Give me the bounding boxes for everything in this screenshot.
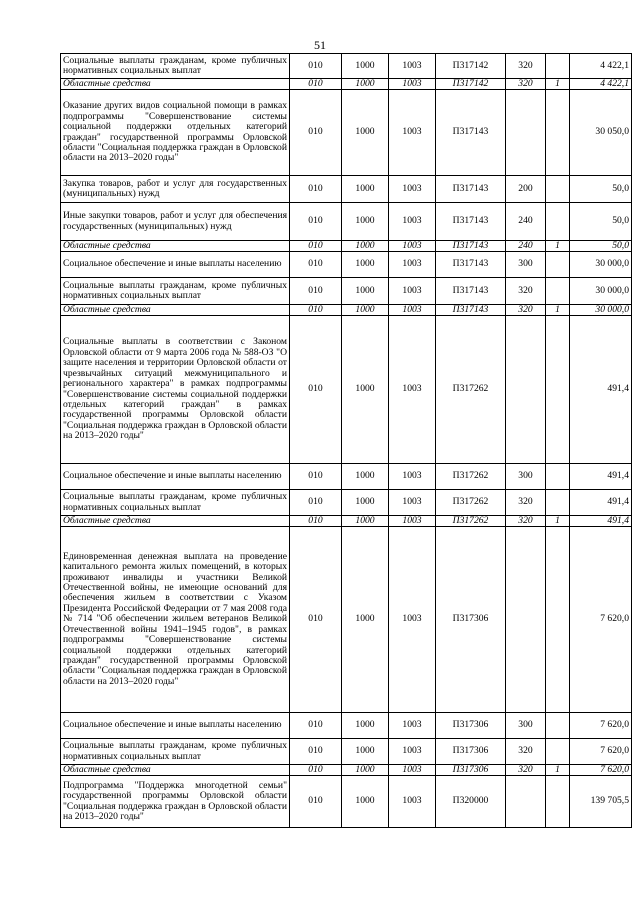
amount: 30 050,0 xyxy=(570,90,632,176)
subsection-code: 1003 xyxy=(389,765,436,776)
expense-type-code: 320 xyxy=(506,739,546,765)
amount: 139 705,5 xyxy=(570,776,632,828)
ministry-code: 010 xyxy=(290,464,342,490)
table-row xyxy=(61,776,632,828)
row-name: Оказание других видов социальной помощи в рамках подпрограммы "Совершенствование системы социальной поддержки отдельных категорий граждан" государственной программы Орловской области "Социальная поддержка граждан в Орловской области на 2013–2020 годы" xyxy=(61,90,290,176)
funding-source-code xyxy=(546,278,570,305)
row-name: Социальные выплаты гражданам, кроме публичных нормативных социальных выплат xyxy=(61,54,290,79)
subsection-code: 1003 xyxy=(389,241,436,252)
amount: 7 620,0 xyxy=(570,739,632,765)
row-name: Областные средства xyxy=(61,241,290,252)
section-code: 1000 xyxy=(342,464,389,490)
target-article-code: П317262 xyxy=(436,464,506,490)
row-name: Социальные выплаты в соответствии с Законом Орловской области от 9 марта 2006 года № 588-ОЗ "О защите населения и территории Орловской области от чрезвычайных ситуаций межмуниципального и регионального характера" в рамках подпрограммы "Совершенствование системы социальной поддержки отдельных категорий граждан" в рамках государственной программы Орловской области "Социальная поддержка граждан в Орловской области на 2013–2020 годы" xyxy=(61,316,290,464)
funding-source-code xyxy=(546,713,570,739)
amount: 7 620,0 xyxy=(570,765,632,776)
target-article-code: П317143 xyxy=(436,90,506,176)
section-code: 1000 xyxy=(342,176,389,203)
target-article-code: П317142 xyxy=(436,54,506,79)
row-name: Областные средства xyxy=(61,305,290,316)
ministry-code: 010 xyxy=(290,241,342,252)
row-name: Социальное обеспечение и иные выплаты населению xyxy=(61,464,290,490)
budget-table xyxy=(60,53,632,828)
expense-type-code: 240 xyxy=(506,241,546,252)
expense-type-code: 320 xyxy=(506,278,546,305)
subsection-code: 1003 xyxy=(389,516,436,527)
ministry-code: 010 xyxy=(290,490,342,516)
section-code: 1000 xyxy=(342,79,389,90)
amount: 491,4 xyxy=(570,316,632,464)
expense-type-code: 300 xyxy=(506,713,546,739)
expense-type-code: 300 xyxy=(506,464,546,490)
row-name: Областные средства xyxy=(61,765,290,776)
ministry-code: 010 xyxy=(290,316,342,464)
ministry-code: 010 xyxy=(290,305,342,316)
subsection-code: 1003 xyxy=(389,176,436,203)
amount: 4 422,1 xyxy=(570,79,632,90)
subsection-code: 1003 xyxy=(389,54,436,79)
subsection-code: 1003 xyxy=(389,90,436,176)
amount: 491,4 xyxy=(570,516,632,527)
amount: 491,4 xyxy=(570,490,632,516)
funding-source-code xyxy=(546,527,570,713)
row-name: Областные средства xyxy=(61,516,290,527)
section-code: 1000 xyxy=(342,713,389,739)
funding-source-code: 1 xyxy=(546,79,570,90)
section-code: 1000 xyxy=(342,765,389,776)
subsection-code: 1003 xyxy=(389,713,436,739)
section-code: 1000 xyxy=(342,252,389,278)
amount: 30 000,0 xyxy=(570,278,632,305)
funding-source-code xyxy=(546,490,570,516)
amount: 30 000,0 xyxy=(570,305,632,316)
funding-source-code xyxy=(546,203,570,241)
target-article-code: П317262 xyxy=(436,516,506,527)
amount: 491,4 xyxy=(570,464,632,490)
target-article-code: П317306 xyxy=(436,739,506,765)
amount: 50,0 xyxy=(570,203,632,241)
target-article-code: П317306 xyxy=(436,713,506,739)
subsection-code: 1003 xyxy=(389,527,436,713)
subsection-code: 1003 xyxy=(389,79,436,90)
ministry-code: 010 xyxy=(290,713,342,739)
funding-source-row xyxy=(61,765,632,776)
target-article-code: П317142 xyxy=(436,79,506,90)
ministry-code: 010 xyxy=(290,176,342,203)
funding-source-code xyxy=(546,252,570,278)
target-article-code: П317143 xyxy=(436,203,506,241)
table-row xyxy=(61,252,632,278)
target-article-code: П317143 xyxy=(436,241,506,252)
subsection-code: 1003 xyxy=(389,776,436,828)
expense-type-code xyxy=(506,90,546,176)
expense-type-code: 320 xyxy=(506,765,546,776)
table-row xyxy=(61,316,632,464)
section-code: 1000 xyxy=(342,278,389,305)
table-row xyxy=(61,90,632,176)
amount: 4 422,1 xyxy=(570,54,632,79)
subsection-code: 1003 xyxy=(389,316,436,464)
ministry-code: 010 xyxy=(290,776,342,828)
row-name: Социальные выплаты гражданам, кроме публичных нормативных социальных выплат xyxy=(61,490,290,516)
expense-type-code: 300 xyxy=(506,252,546,278)
funding-source-code xyxy=(546,464,570,490)
funding-source-row xyxy=(61,516,632,527)
target-article-code: П317262 xyxy=(436,316,506,464)
expense-type-code: 240 xyxy=(506,203,546,241)
target-article-code: П317143 xyxy=(436,252,506,278)
amount: 7 620,0 xyxy=(570,713,632,739)
ministry-code: 010 xyxy=(290,765,342,776)
funding-source-code xyxy=(546,739,570,765)
amount: 30 000,0 xyxy=(570,252,632,278)
target-article-code: П317143 xyxy=(436,278,506,305)
amount: 50,0 xyxy=(570,241,632,252)
expense-type-code xyxy=(506,316,546,464)
expense-type-code: 320 xyxy=(506,54,546,79)
expense-type-code: 200 xyxy=(506,176,546,203)
amount: 50,0 xyxy=(570,176,632,203)
subsection-code: 1003 xyxy=(389,305,436,316)
section-code: 1000 xyxy=(342,527,389,713)
section-code: 1000 xyxy=(342,516,389,527)
section-code: 1000 xyxy=(342,203,389,241)
funding-source-code xyxy=(546,776,570,828)
section-code: 1000 xyxy=(342,316,389,464)
expense-type-code: 320 xyxy=(506,516,546,527)
ministry-code: 010 xyxy=(290,79,342,90)
subsection-code: 1003 xyxy=(389,203,436,241)
funding-source-code: 1 xyxy=(546,305,570,316)
table-row xyxy=(61,490,632,516)
ministry-code: 010 xyxy=(290,739,342,765)
page-number: 51 xyxy=(314,38,326,52)
funding-source-code xyxy=(546,54,570,79)
expense-type-code xyxy=(506,527,546,713)
subsection-code: 1003 xyxy=(389,464,436,490)
table-body xyxy=(61,54,632,828)
row-name: Областные средства xyxy=(61,79,290,90)
funding-source-code: 1 xyxy=(546,516,570,527)
ministry-code: 010 xyxy=(290,252,342,278)
expense-type-code: 320 xyxy=(506,79,546,90)
section-code: 1000 xyxy=(342,305,389,316)
subsection-code: 1003 xyxy=(389,252,436,278)
row-name: Закупка товаров, работ и услуг для государственных (муниципальных) нужд xyxy=(61,176,290,203)
funding-source-code xyxy=(546,90,570,176)
row-name: Подпрограмма "Поддержка многодетной семьи" государственной программы Орловской области "Социальная поддержка граждан в Орловской области на 2013–2020 годы" xyxy=(61,776,290,828)
table-row xyxy=(61,278,632,305)
ministry-code: 010 xyxy=(290,203,342,241)
funding-source-code xyxy=(546,176,570,203)
table-row xyxy=(61,176,632,203)
ministry-code: 010 xyxy=(290,516,342,527)
section-code: 1000 xyxy=(342,90,389,176)
target-article-code: П320000 xyxy=(436,776,506,828)
funding-source-code xyxy=(546,316,570,464)
ministry-code: 010 xyxy=(290,90,342,176)
target-article-code: П317143 xyxy=(436,176,506,203)
table-row xyxy=(61,54,632,79)
target-article-code: П317143 xyxy=(436,305,506,316)
section-code: 1000 xyxy=(342,739,389,765)
target-article-code: П317262 xyxy=(436,490,506,516)
target-article-code: П317306 xyxy=(436,765,506,776)
ministry-code: 010 xyxy=(290,527,342,713)
row-name: Социальное обеспечение и иные выплаты населению xyxy=(61,713,290,739)
ministry-code: 010 xyxy=(290,278,342,305)
section-code: 1000 xyxy=(342,54,389,79)
table-row xyxy=(61,464,632,490)
expense-type-code: 320 xyxy=(506,305,546,316)
expense-type-code xyxy=(506,776,546,828)
expense-type-code: 320 xyxy=(506,490,546,516)
funding-source-row xyxy=(61,79,632,90)
funding-source-code: 1 xyxy=(546,241,570,252)
section-code: 1000 xyxy=(342,776,389,828)
table-row xyxy=(61,203,632,241)
subsection-code: 1003 xyxy=(389,490,436,516)
row-name: Социальные выплаты гражданам, кроме публичных нормативных социальных выплат xyxy=(61,739,290,765)
table-row xyxy=(61,527,632,713)
target-article-code: П317306 xyxy=(436,527,506,713)
table-row xyxy=(61,713,632,739)
funding-source-code: 1 xyxy=(546,765,570,776)
amount: 7 620,0 xyxy=(570,527,632,713)
row-name: Социальные выплаты гражданам, кроме публичных нормативных социальных выплат xyxy=(61,278,290,305)
section-code: 1000 xyxy=(342,490,389,516)
funding-source-row xyxy=(61,241,632,252)
row-name: Социальное обеспечение и иные выплаты населению xyxy=(61,252,290,278)
subsection-code: 1003 xyxy=(389,278,436,305)
ministry-code: 010 xyxy=(290,54,342,79)
funding-source-row xyxy=(61,305,632,316)
row-name: Иные закупки товаров, работ и услуг для обеспечения государственных (муниципальных) нужд xyxy=(61,203,290,241)
subsection-code: 1003 xyxy=(389,739,436,765)
section-code: 1000 xyxy=(342,241,389,252)
row-name: Единовременная денежная выплата на проведение капитального ремонта жилых помещений, в которых проживают инвалиды и участники Великой Отечественной войны, не имеющие оснований для обеспечения жильем в соответствии с Указом Президента Российской Федерации от 7 мая 2008 года № 714 "Об обеспечении жильем ветеранов Великой Отечественной войны 1941–1945 годов", в рамках подпрограммы "Совершенствование системы социальной поддержки отдельных категорий граждан" государственной программы Орловской области "Социальная поддержка граждан в Орловской области на 2013–2020 годы" xyxy=(61,527,290,713)
table-row xyxy=(61,739,632,765)
